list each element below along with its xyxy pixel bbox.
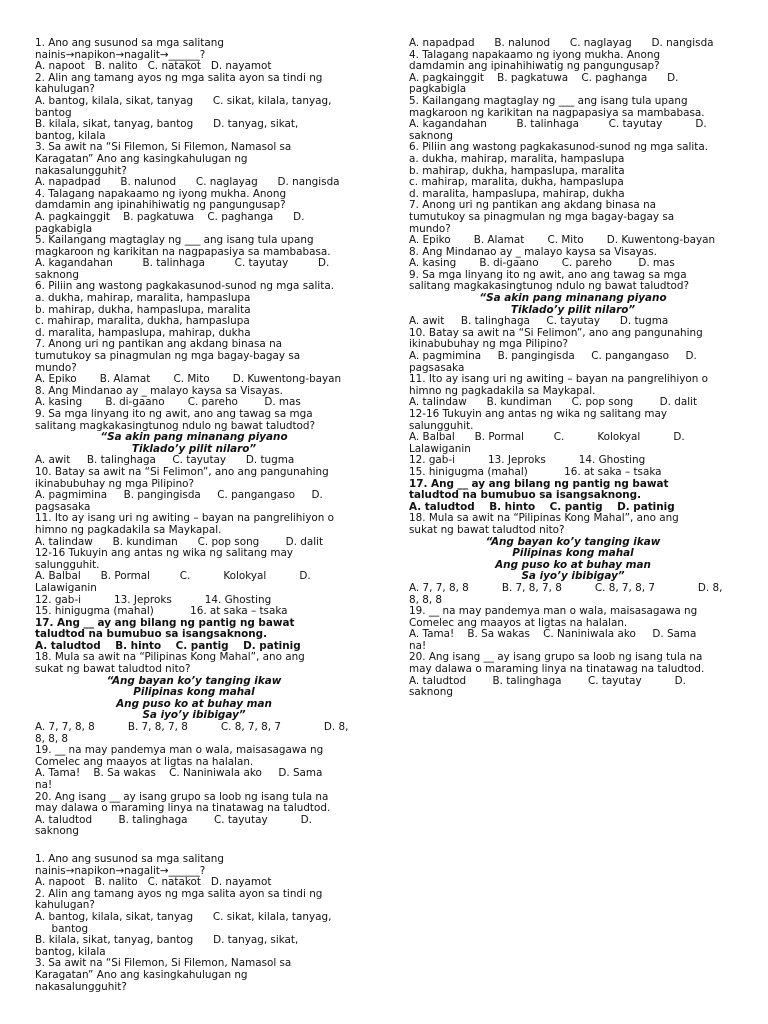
- text-line: Lalawiganin: [35, 581, 97, 594]
- text-line: 8, 8, 8: [409, 593, 443, 606]
- text-line: A. Balbal B. Pormal C. Kolokyal D.: [35, 570, 311, 583]
- text-line: c. mahirap, maralita, dukha, hampaslupa: [409, 176, 624, 189]
- text-line: pagkabigla: [35, 222, 93, 235]
- text-line: Karagatan” Ano ang kasingkahulugan ng: [35, 968, 248, 981]
- text-line: A. taludtod B. talinghaga C. tayutay D.: [35, 813, 312, 826]
- text-line: ikinabubuhay ng mga Pilipino?: [409, 338, 569, 351]
- text-line: “Sa akin pang minanang piyano: [100, 431, 288, 444]
- text-line: A. kagandahan B. talinhaga C. tayutay D.: [409, 118, 707, 131]
- text-line: A. pagmimina B. pangingisda C. pangangaso D.: [409, 350, 697, 363]
- text-line: 18. Mula sa awit na “Pilipinas Kong Mahal”, ano ang: [35, 651, 305, 664]
- text-line: 19. __ na may pandemya man o wala, maisasagawa ng: [409, 605, 698, 618]
- text-line: taludtod na bumubuo sa isangsaknong.: [409, 489, 642, 502]
- text-line: A. taludtod B. hinto C. pantig D. patinig: [35, 639, 301, 652]
- text-line: 10. Batay sa awit na “Si Felimon”, ano ang pangunahing: [409, 326, 703, 339]
- text-line: tumutukoy sa pinagmulan ng mga bagay-bagay sa: [35, 350, 301, 363]
- text-line: B. kilala, sikat, tanyag, bantog D. tanyag, sikat,: [35, 118, 299, 131]
- text-line: 1. Ano ang susunod sa mga salitang: [35, 853, 224, 865]
- text-line: na!: [35, 779, 53, 791]
- text-line: A. pagmimina B. pangingisda C. pangangaso D.: [35, 489, 323, 502]
- text-line: b. mahirap, dukha, hampaslupa, maralita: [35, 303, 251, 316]
- text-line: 12. gab-i 13. Jeproks 14. Ghosting: [35, 593, 272, 606]
- text-line: himno ng pagkadakila sa Maykapal.: [35, 523, 222, 536]
- text-line: 19. __ na may pandemya man o wala, maisasagawa ng: [35, 744, 324, 757]
- text-line: Ang puso ko at buhay man: [495, 558, 651, 571]
- text-line: saknong: [35, 268, 79, 281]
- text-line: Lalawiganin: [409, 442, 471, 455]
- text-line: Ang puso ko at buhay man: [116, 697, 272, 710]
- text-line: 10. Batay sa awit na “Si Felimon”, ano ang pangunahing: [35, 465, 329, 478]
- text-line: A. kasing B. di-gaano C. pareho D. mas: [409, 257, 675, 270]
- text-column-bottom: [35, 854, 353, 993]
- text-line: sukat ng bawat taludtod nito?: [35, 663, 191, 676]
- text-line: kahulugan?: [35, 83, 95, 96]
- text-line: c. mahirap, maralita, dukha, hampaslupa: [35, 315, 250, 328]
- text-line: A. pagkainggit B. pagkatuwa C. paghanga D.: [35, 210, 305, 223]
- text-line: 3. Sa awit na “Si Filemon, Si Filemon, Namasol sa: [35, 957, 292, 970]
- text-line: A. bantog, kilala, sikat, tanyag C. sikat, kilala, tanyag,: [35, 94, 332, 107]
- text-line: 15. hinigugma (mahal) 16. at saka – tsaka: [409, 465, 662, 478]
- text-line: 4. Talagang napakaamo ng iyong mukha. Anong: [409, 48, 661, 61]
- text-line: 11. Ito ay isang uri ng awiting – bayan na pangrelihiyon o: [409, 373, 709, 386]
- text-line: 8, 8, 8: [35, 732, 69, 745]
- text-line: saknong: [409, 129, 453, 142]
- text-line: 6. Piliin ang wastong pagkakasunod-sunod ng mga salita.: [409, 141, 708, 154]
- text-line: Sa iyo’y ibibigay”: [521, 570, 625, 583]
- text-line: taludtod na bumubuo sa isangsaknong.: [35, 628, 268, 641]
- text-line: 4. Talagang napakaamo ng iyong mukha. Anong: [35, 187, 287, 200]
- text-line: damdamin ang ipinahihiwatig ng pangungusap?: [35, 199, 286, 212]
- text-line: A. napadpad B. nalunod C. naglayag D. nangisda: [409, 37, 714, 49]
- text-line: 3. Sa awit na “Si Filemon, Si Filemon, Namasol sa: [35, 141, 292, 154]
- text-line: A. Tama! B. Sa wakas C. Naniniwala ako D. Sama: [35, 767, 323, 780]
- text-line: 20. Ang isang __ ay isang grupo sa loob ng isang tula na: [409, 651, 703, 664]
- text-line: A. napoot B. nalito C. natakot D. nayamot: [35, 876, 272, 889]
- text-line: A. napoot B. nalito C. natakot D. nayamot: [35, 60, 272, 73]
- text-line: nakasalungguhit?: [35, 980, 127, 993]
- text-line: himno ng pagkadakila sa Maykapal.: [409, 384, 596, 397]
- text-line: na!: [409, 639, 427, 652]
- text-line: A. talindaw B. kundiman C. pop song D. dalit: [409, 396, 698, 409]
- text-line: saknong: [409, 686, 453, 699]
- text-line: 15. hinigugma (mahal) 16. at saka – tsaka: [35, 605, 288, 618]
- text-line: bantog: [35, 106, 72, 119]
- text-line: 8. Ang Mindanao ay _ malayo kaysa sa Visayas.: [35, 384, 283, 397]
- text-line: A. 7, 7, 8, 8 B. 7, 8, 7, 8 C. 8, 7, 8, 7 D. 8,: [35, 721, 349, 734]
- text-line: A. awit B. talinghaga C. tayutay D. tugma: [409, 315, 669, 328]
- text-line: Comelec ang maayos at ligtas na halalan.: [35, 755, 254, 768]
- text-line: pagsasaka: [409, 361, 465, 374]
- text-column-right: [409, 38, 737, 699]
- text-line: A. awit B. talinghaga C. tayutay D. tugma: [35, 454, 295, 467]
- text-line: tumutukoy sa pinagmulan ng mga bagay-bagay sa: [409, 210, 675, 223]
- text-line: damdamin ang ipinahihiwatig ng pangungusap?: [409, 60, 660, 73]
- text-line: A. Tama! B. Sa wakas C. Naniniwala ako D. Sama: [409, 628, 697, 641]
- text-line: nainis→napikon→nagalit→______?: [35, 48, 206, 61]
- text-line: bantog, kilala: [35, 945, 106, 958]
- text-line: bantog: [35, 922, 89, 935]
- text-line: A. Epiko B. Alamat C. Mito D. Kuwentong-bayan: [35, 373, 342, 386]
- text-line: 5. Kailangang magtaglay ng ___ ang isang tula upang: [35, 234, 314, 247]
- text-line: nainis→napikon→nagalit→______?: [35, 864, 206, 877]
- text-line: 12-16 Tukuyin ang antas ng wika ng salitang may: [35, 547, 293, 560]
- text-line: 5. Kailangang magtaglay ng ___ ang isang tula upang: [409, 94, 688, 107]
- text-line: salungguhit.: [35, 558, 100, 571]
- text-line: magkaroon ng karikitan na nagpapasiya sa mambabasa.: [35, 245, 331, 258]
- text-line: A. Epiko B. Alamat C. Mito D. Kuwentong-bayan: [409, 234, 716, 247]
- text-line: 2. Alin ang tamang ayos ng mga salita ayon sa tindi ng: [35, 71, 323, 84]
- text-line: 9. Sa mga linyang ito ng awit, ano ang tawag sa mga: [35, 408, 313, 420]
- text-line: salitang magkakasingtunog ndulo ng bawat taludtod?: [409, 280, 690, 293]
- text-line: d. maralita, hampaslupa, mahirap, dukha: [35, 326, 251, 339]
- text-line: A. kagandahan B. talinhaga C. tayutay D.: [35, 257, 330, 270]
- text-line: Pilipinas kong mahal: [133, 686, 255, 699]
- text-line: 12. gab-i 13. Jeproks 14. Ghosting: [409, 454, 646, 467]
- text-line: 7. Anong uri ng pantikan ang akdang binasa na: [35, 338, 283, 351]
- text-column-left: [35, 38, 353, 838]
- text-line: mundo?: [409, 222, 451, 235]
- text-line: 17. Ang __ ay ang bilang ng pantig ng bawat: [409, 477, 669, 490]
- text-line: pagsasaka: [35, 500, 91, 513]
- text-line: 9. Sa mga linyang ito ng awit, ano ang tawag sa mga: [409, 268, 687, 281]
- text-line: ikinabubuhay ng mga Pilipino?: [35, 477, 195, 490]
- text-line: sukat ng bawat taludtod nito?: [409, 523, 565, 536]
- text-line: Karagatan” Ano ang kasingkahulugan ng: [35, 152, 248, 165]
- text-line: A. kasing B. di-gaano C. pareho D. mas: [35, 396, 301, 409]
- text-line: A. pagkainggit B. pagkatuwa C. paghanga D.: [409, 71, 679, 84]
- text-line: mundo?: [35, 361, 77, 374]
- text-line: “Sa akin pang minanang piyano: [479, 292, 667, 305]
- text-line: A. napadpad B. nalunod C. naglayag D. nangisda: [35, 176, 340, 189]
- text-line: Tiklado’y pilit nilaro”: [510, 303, 636, 316]
- text-line: Pilipinas kong mahal: [512, 547, 634, 560]
- text-line: salitang magkakasingtunog ndulo ng bawat taludtod?: [35, 419, 316, 432]
- text-line: a. dukha, mahirap, maralita, hampaslupa: [409, 152, 625, 165]
- text-line: saknong: [35, 825, 79, 838]
- text-line: 18. Mula sa awit na “Pilipinas Kong Mahal”, ano ang: [409, 512, 679, 525]
- text-line: 1. Ano ang susunod sa mga salitang: [35, 37, 224, 49]
- text-line: may dalawa o maraming linya na tinatawag na taludtod.: [35, 802, 331, 815]
- text-line: A. Balbal B. Pormal C. Kolokyal D.: [409, 431, 685, 444]
- text-line: nakasalungguhit?: [35, 164, 127, 177]
- text-line: 11. Ito ay isang uri ng awiting – bayan na pangrelihiyon o: [35, 512, 335, 525]
- text-line: may dalawa o maraming linya na tinatawag na taludtod.: [409, 663, 705, 676]
- text-line: pagkabigla: [409, 83, 467, 96]
- text-line: 6. Piliin ang wastong pagkakasunod-sunod ng mga salita.: [35, 280, 334, 293]
- text-line: bantog, kilala: [35, 129, 106, 142]
- text-line: magkaroon ng karikitan na nagpapasiya sa mambabasa.: [409, 106, 705, 119]
- text-line: B. kilala, sikat, tanyag, bantog D. tanyag, sikat,: [35, 934, 299, 947]
- text-line: “Ang bayan ko’y tanging ikaw: [485, 535, 661, 548]
- text-line: 20. Ang isang __ ay isang grupo sa loob ng isang tula na: [35, 790, 329, 803]
- text-line: d. maralita, hampaslupa, mahirap, dukha: [409, 187, 625, 200]
- text-line: A. taludtod B. hinto C. pantig D. patinig: [409, 500, 675, 513]
- text-line: A. bantog, kilala, sikat, tanyag C. sikat, kilala, tanyag,: [35, 910, 332, 923]
- text-line: Sa iyo’y ibibigay”: [142, 709, 246, 722]
- text-line: “Ang bayan ko’y tanging ikaw: [106, 674, 282, 687]
- text-line: Comelec ang maayos at ligtas na halalan.: [409, 616, 628, 629]
- text-line: 8. Ang Mindanao ay _ malayo kaysa sa Visayas.: [409, 245, 657, 258]
- text-line: 2. Alin ang tamang ayos ng mga salita ayon sa tindi ng: [35, 887, 323, 900]
- text-line: A. talindaw B. kundiman C. pop song D. dalit: [35, 535, 324, 548]
- text-line: Tiklado’y pilit nilaro”: [131, 442, 257, 455]
- text-line: 7. Anong uri ng pantikan ang akdang binasa na: [409, 199, 657, 212]
- text-line: b. mahirap, dukha, hampaslupa, maralita: [409, 164, 625, 177]
- text-line: 17. Ang __ ay ang bilang ng pantig ng bawat: [35, 616, 295, 629]
- text-line: a. dukha, mahirap, maralita, hampaslupa: [35, 292, 251, 305]
- text-line: 12-16 Tukuyin ang antas ng wika ng salitang may: [409, 408, 667, 420]
- text-line: A. taludtod B. talinghaga C. tayutay D.: [409, 674, 686, 687]
- text-line: A. 7, 7, 8, 8 B. 7, 8, 7, 8 C. 8, 7, 8, 7 D. 8,: [409, 581, 723, 594]
- text-line: kahulugan?: [35, 899, 95, 912]
- text-line: salungguhit.: [409, 419, 474, 432]
